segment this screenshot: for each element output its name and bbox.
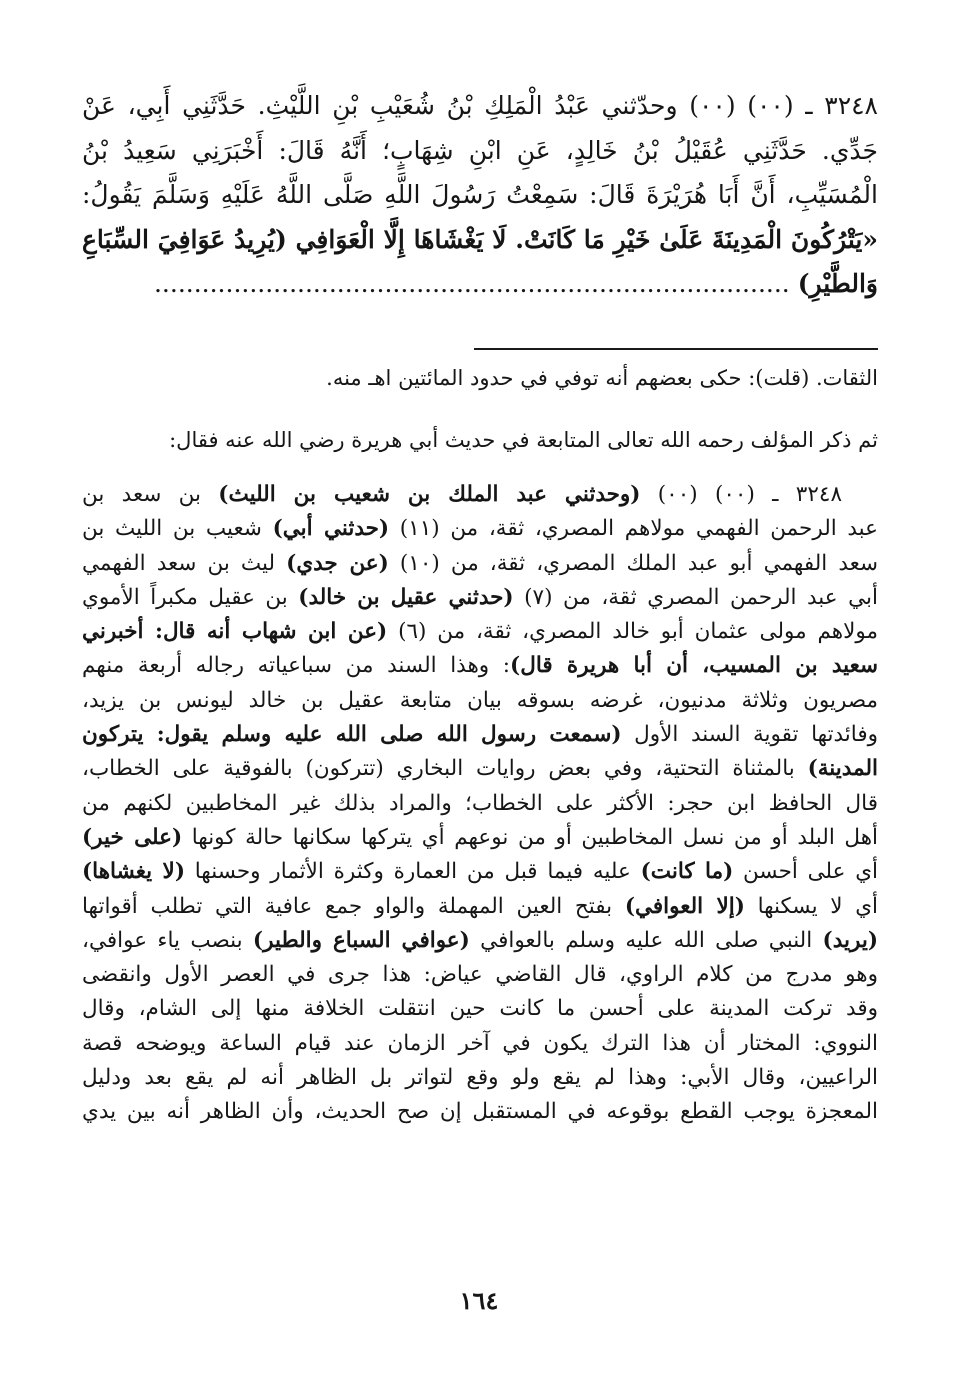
commentary-line — [82, 958, 878, 992]
text-span: النبي صلى الله عليه وسلم بالعوافي — [469, 927, 823, 953]
commentary-line — [82, 1027, 878, 1061]
text-span: سعد الفهمي أبو عبد الملك المصري، ثقة، من (١٠) — [388, 550, 878, 576]
footnote-intro: ثم ذكر المؤلف رحمه الله تعالى المتابعة في حديث أبي هريرة رضي الله عنه فقال: — [169, 428, 878, 452]
hadith-text — [82, 84, 878, 307]
commentary-line — [82, 581, 878, 615]
commentary-line — [82, 512, 878, 546]
text-span: شعيب بن الليث بن — [82, 516, 273, 542]
text-span: ليث بن سعد الفهمي — [82, 550, 287, 576]
text-span: وهو مدرج من كلام الراوي، قال القاضي عياض: هذا جرى في العصر الأول وانقضى — [82, 962, 878, 988]
commentary-line — [82, 478, 878, 512]
bold-span: المدينة) — [807, 756, 878, 782]
commentary-line — [82, 924, 878, 958]
hadith-matn: «يَتْرُكُونَ الْمَدِينَةَ عَلَىٰ خَيْرِ مَا كَانَتْ. لَا يَغْشَاهَا إِلَّا الْعَوَافِي (يُرِيدُ عَوَافِيَ السِّبَاعِ وَالطَّيْرِ) — [82, 224, 878, 298]
text-span: أهل البلد أو من نسل المخاطبين أو من نوعهم أي يتركها سكانها حالة كونها — [182, 824, 878, 850]
hadith-dots: ................................................................................ — [153, 269, 790, 298]
text-span: وفائدتها تقوية السند الأول — [621, 722, 878, 748]
commentary-line — [82, 787, 878, 821]
text-span: مصريون وثلاثة مدنيون، غرضه بسوقه بيان متابعة عقيل بن خالد ليونس بن يزيد، — [82, 687, 878, 713]
commentary-line — [82, 821, 878, 855]
hadith-isnad: وحدّثني عَبْدُ الْمَلِكِ بْنُ شُعَيْبِ بْنِ اللَّيْثِ. حَدَّثَنِي أَبِي، عَنْ جَدِّي. حَدَّثَنِي عُقَيْلُ بْنُ خَالِدٍ، عَنِ ابْنِ شِهَابٍ؛ أَنَّهُ قَالَ: أَخْبَرَنِي سَعِيدُ بْنُ الْمُسَيِّبِ، أَنَّ أَبَا هُرَيْرَةَ قَالَ: سَمِعْتُ رَسُولَ اللَّهِ صَلَّى اللَّهُ عَلَيْهِ وَسَلَّمَ يَقُولُ: — [82, 91, 878, 209]
text-span: بن سعد بن — [82, 482, 219, 507]
commentary-line — [82, 992, 878, 1026]
bold-span: (حدثني أبي) — [272, 516, 390, 542]
text-span: بن عقيل مكبراً الأموي — [82, 584, 299, 610]
commentary-line — [82, 718, 878, 752]
text-span: المعجزة يوجب القطع بوقوعه في المستقبل إن صح الحديث، وأن الظاهر أنه بين يدي — [82, 1099, 878, 1125]
bold-span: (ما كانت) — [640, 859, 734, 885]
text-span: عبد الرحمن الفهمي مولاهم المصري، ثقة، من (١١) — [389, 516, 878, 542]
page-number: ١٦٤ — [459, 1286, 499, 1315]
commentary-line — [82, 684, 878, 718]
bold-span: (عن ابن شهاب أنه قال: أخبرني — [82, 619, 388, 645]
text-span: وقد تركت المدينة على أحسن ما كانت حين انتقلت الخلافة منها إلى الشام، وقال — [82, 996, 878, 1022]
text-span: أبي عبد الرحمن المصري ثقة، من (٧) — [513, 584, 878, 610]
bold-span: (إلا العوافي) — [624, 893, 745, 919]
text-span: بفتح العين المهملة والواو جمع عافية التي تطلب أقواتها — [82, 893, 625, 919]
text-span: بالمثناة التحتية، وفي بعض روايات البخاري (تتركون) بالفوقية على الخطاب، — [82, 756, 808, 782]
bold-span: (سمعت رسول الله صلى الله عليه وسلم يقول: يتركون — [82, 722, 622, 748]
text-span: النووي: المختار أن هذا الترك يكون في آخر الزمان عند قيام الساعة ويوضحه قصة — [82, 1030, 878, 1056]
text-span: أي على أحسن — [733, 859, 878, 885]
text-span: مولاهم مولى عثمان أبو خالد المصري، ثقة، من (٦) — [387, 619, 878, 645]
text-span: أي لا يسكنها — [744, 893, 878, 919]
footnote-note: الثقات. (قلت): حكى بعضهم أنه توفي في حدود المائتين اهـ منه. — [326, 366, 878, 390]
bold-span: (على خير) — [82, 824, 183, 850]
commentary-line — [82, 615, 878, 649]
bold-span: (وحدثني عبد الملك بن شعيب بن الليث) — [218, 482, 641, 507]
commentary-text — [82, 478, 878, 1130]
commentary-line — [82, 1095, 878, 1129]
text-span: ٣٢٤٨ ـ (٠٠) (٠٠) — [640, 482, 842, 507]
commentary-line — [82, 890, 878, 924]
commentary-line — [82, 855, 878, 889]
bold-span: (عوافي السباع والطير) — [252, 927, 470, 953]
text-span: عليه فيما قبل من العمارة وكثرة الأثمار وحسنها — [185, 859, 641, 885]
text-span: قال الحافظ ابن حجر: الأكثر على الخطاب؛ والمراد بذلك غير المخاطبين لكنهم من — [82, 790, 878, 816]
commentary-line — [82, 752, 878, 786]
commentary-line — [82, 649, 878, 683]
bold-span: (حدثني عقيل بن خالد) — [298, 584, 514, 610]
bold-span: (يريد) — [822, 927, 878, 953]
text-span: : وهذا السند من سباعياته رجاله أربعة منهم — [82, 653, 511, 679]
bold-span: (عن جدي) — [286, 550, 389, 576]
text-span: بنصب ياء عوافي، — [82, 927, 253, 953]
text-span: الراعيين، وقال الأبي: وهذا لم يقع ولو وقع لتواتر بل الظاهر أنه لم يقع بعد ودليل — [82, 1065, 878, 1091]
commentary-line — [82, 547, 878, 581]
footnote-divider — [474, 348, 878, 350]
hadith-number: ٣٢٤٨ ـ (٠٠) (٠٠) — [689, 91, 878, 120]
bold-span: سعيد بن المسيب، أن أبا هريرة قال) — [510, 653, 878, 679]
commentary-line — [82, 1061, 878, 1095]
bold-span: (لا يغشاها) — [82, 859, 185, 885]
